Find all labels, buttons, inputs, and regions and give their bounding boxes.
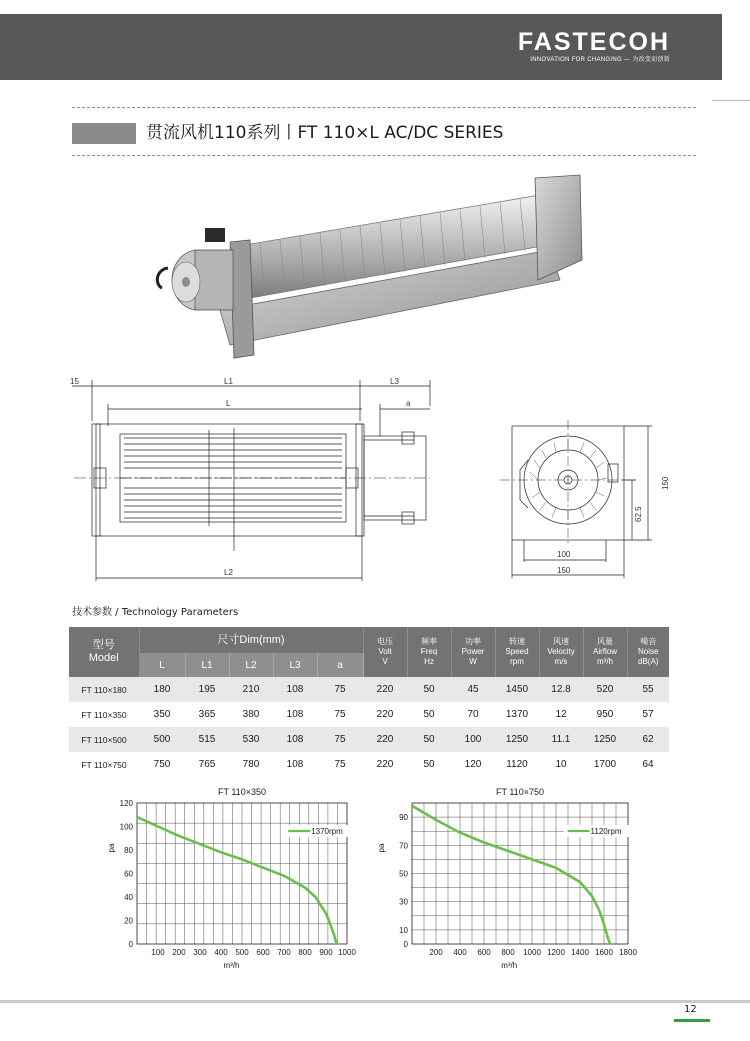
table-row: [69, 677, 669, 702]
title-bottom-rule: [72, 155, 696, 156]
x-tick-label: 1600: [595, 948, 613, 957]
volt-header: 电压 Volt V: [363, 627, 407, 677]
model-cell: FT 110×750: [81, 759, 127, 770]
table-cell: 100: [451, 727, 495, 752]
table-row: [69, 752, 669, 777]
table-cell: 1250: [583, 727, 627, 752]
y-tick-label: 20: [124, 916, 133, 926]
title-accent-bar: [72, 123, 136, 144]
performance-chart-ft110x350: [100, 780, 370, 980]
y-tick-label: 10: [399, 925, 408, 935]
table-cell: 210: [229, 677, 273, 702]
table-cell: 515: [185, 727, 229, 752]
table-cell: 220: [376, 759, 394, 770]
y-axis-label: pa: [377, 843, 386, 853]
dim-col-l2: L2: [229, 653, 273, 677]
table-cell: 108: [286, 759, 304, 770]
x-tick-label: 1000: [523, 948, 541, 957]
x-tick-label: 600: [256, 948, 270, 957]
table-cell: 75: [317, 677, 363, 702]
spec-table-body: [69, 677, 669, 777]
x-tick-label: 700: [277, 948, 291, 957]
power-header: 功率 Power W: [451, 627, 495, 677]
y-tick-label: 40: [124, 893, 133, 902]
performance-chart-ft110x750: [370, 780, 650, 980]
x-tick-label: 1400: [571, 948, 589, 957]
table-cell: 75: [317, 727, 363, 752]
y-axis-label: pa: [107, 843, 116, 853]
tech-params-heading: 技术参数 / Technology Parameters: [72, 607, 239, 618]
chart-title: FT 110×750: [496, 787, 544, 797]
table-cell: 530: [229, 727, 273, 752]
table-cell: 350: [153, 709, 171, 720]
table-cell: 50: [407, 727, 451, 752]
legend-label: 1120rpm: [590, 827, 622, 836]
dim-l-label: L: [226, 399, 231, 408]
x-tick-label: 200: [429, 948, 443, 957]
table-cell: 75: [334, 759, 346, 770]
y-tick-label: 60: [124, 869, 133, 879]
y-tick-label: 90: [399, 813, 408, 823]
model-cell: FT 110×180: [69, 677, 139, 702]
table-cell: 750: [153, 759, 171, 770]
table-cell: 50: [407, 677, 451, 702]
dim-a-label: a: [406, 399, 411, 408]
x-tick-label: 1200: [547, 948, 565, 957]
table-cell: 108: [273, 727, 317, 752]
table-cell: 1700: [593, 759, 617, 770]
x-tick-label: 100: [151, 948, 165, 957]
table-cell: 220: [376, 709, 394, 720]
table-cell: 365: [198, 709, 216, 720]
table-cell: 520: [583, 677, 627, 702]
page-title: 贯流风机110系列丨FT 110×L AC/DC SERIES: [146, 123, 504, 143]
table-cell: 500: [139, 727, 185, 752]
airflow-header: 风量 Airflow m³/h: [583, 627, 627, 677]
x-tick-label: 500: [235, 948, 249, 957]
table-cell: 220: [363, 727, 407, 752]
model-cell: FT 110×350: [81, 709, 127, 720]
table-cell: 10: [555, 759, 567, 770]
dim-62-5-label: 62.5: [634, 506, 643, 522]
y-tick-label: 100: [119, 822, 133, 832]
spec-table: [69, 627, 669, 777]
x-axis-label: m³/h: [223, 961, 240, 970]
table-cell: 108: [273, 677, 317, 702]
dim-col-l3: L3: [273, 653, 317, 677]
dim-l1-label: L1: [224, 377, 233, 386]
table-cell: 11.1: [539, 727, 583, 752]
y-tick-label: 0: [128, 940, 133, 949]
table-cell: 12.8: [539, 677, 583, 702]
y-tick-label: 0: [403, 940, 408, 949]
table-row: [69, 727, 669, 752]
dim-width-150-label: 150: [557, 566, 571, 575]
corner-rule: [712, 100, 750, 101]
table-row: [69, 702, 669, 727]
side-view-drawing: [64, 376, 442, 586]
footer-rule: [0, 1000, 750, 1003]
x-tick-label: 200: [172, 948, 186, 957]
x-tick-label: 400: [214, 948, 228, 957]
dim-15-label: 15: [70, 377, 79, 386]
model-cell: FT 110×500: [69, 727, 139, 752]
table-cell: 765: [198, 759, 216, 770]
dim-l2-label: L2: [224, 568, 233, 577]
dim-100-label: 100: [557, 550, 571, 559]
table-cell: 45: [451, 677, 495, 702]
chart-title: FT 110×350: [218, 787, 266, 797]
table-cell: 108: [286, 709, 304, 720]
brand-logo: [518, 28, 670, 65]
table-cell: 64: [642, 759, 654, 770]
speed-header: 转速 Speed rpm: [495, 627, 539, 677]
table-cell: 62: [627, 727, 669, 752]
page-number: 12: [684, 1004, 697, 1015]
table-cell: 75: [334, 709, 346, 720]
table-cell: 70: [467, 709, 479, 720]
table-cell: 50: [423, 709, 435, 720]
model-header: 型号 Model: [69, 627, 139, 677]
table-cell: 12: [555, 709, 567, 720]
table-cell: 1250: [495, 727, 539, 752]
table-cell: 380: [242, 709, 260, 720]
dim-col-a: a: [317, 653, 363, 677]
end-view-drawing: [500, 420, 675, 580]
product-image: [150, 170, 610, 370]
x-axis-label: m³/h: [501, 961, 518, 970]
title-top-rule: [72, 107, 696, 108]
velocity-header: 风速 Velocity m/s: [539, 627, 583, 677]
table-cell: 1120: [506, 759, 528, 770]
table-cell: 55: [627, 677, 669, 702]
x-tick-label: 400: [453, 948, 467, 957]
dim-col-l: L: [139, 653, 185, 677]
table-cell: 180: [139, 677, 185, 702]
table-cell: 50: [423, 759, 435, 770]
table-cell: 950: [596, 709, 614, 720]
x-tick-label: 800: [501, 948, 515, 957]
y-tick-label: 50: [399, 869, 408, 879]
table-cell: 1370: [505, 709, 529, 720]
x-tick-label: 1000: [338, 948, 356, 957]
x-tick-label: 1800: [619, 948, 637, 957]
x-tick-label: 800: [298, 948, 312, 957]
dimension-header: 尺寸Dim(mm): [139, 627, 363, 653]
y-tick-label: 70: [399, 841, 408, 851]
table-cell: 780: [242, 759, 260, 770]
page-header: [0, 14, 722, 80]
brand-tagline: INNOVATION FOR CHANGING — 为改变而创新: [530, 57, 670, 63]
dim-l3-label: L3: [390, 377, 399, 386]
y-tick-label: 80: [124, 846, 133, 855]
table-cell: 1450: [495, 677, 539, 702]
freq-header: 频率 Freq Hz: [407, 627, 451, 677]
noise-header: 噪音 Noise dB(A): [627, 627, 669, 677]
brand-name: FASTECOH: [517, 28, 670, 56]
x-tick-label: 900: [319, 948, 333, 957]
x-tick-label: 600: [477, 948, 491, 957]
y-tick-label: 30: [399, 897, 408, 907]
page-number-underline: [674, 1019, 710, 1022]
chart-grid: [137, 803, 347, 944]
dim-col-l1: L1: [185, 653, 229, 677]
legend-label: 1370rpm: [311, 827, 343, 836]
table-cell: 57: [642, 709, 654, 720]
table-cell: 195: [185, 677, 229, 702]
y-tick-label: 120: [119, 799, 133, 808]
table-cell: 220: [363, 677, 407, 702]
table-cell: 120: [464, 759, 482, 770]
dim-height-150-label: 150: [661, 476, 670, 490]
x-tick-label: 300: [193, 948, 207, 957]
